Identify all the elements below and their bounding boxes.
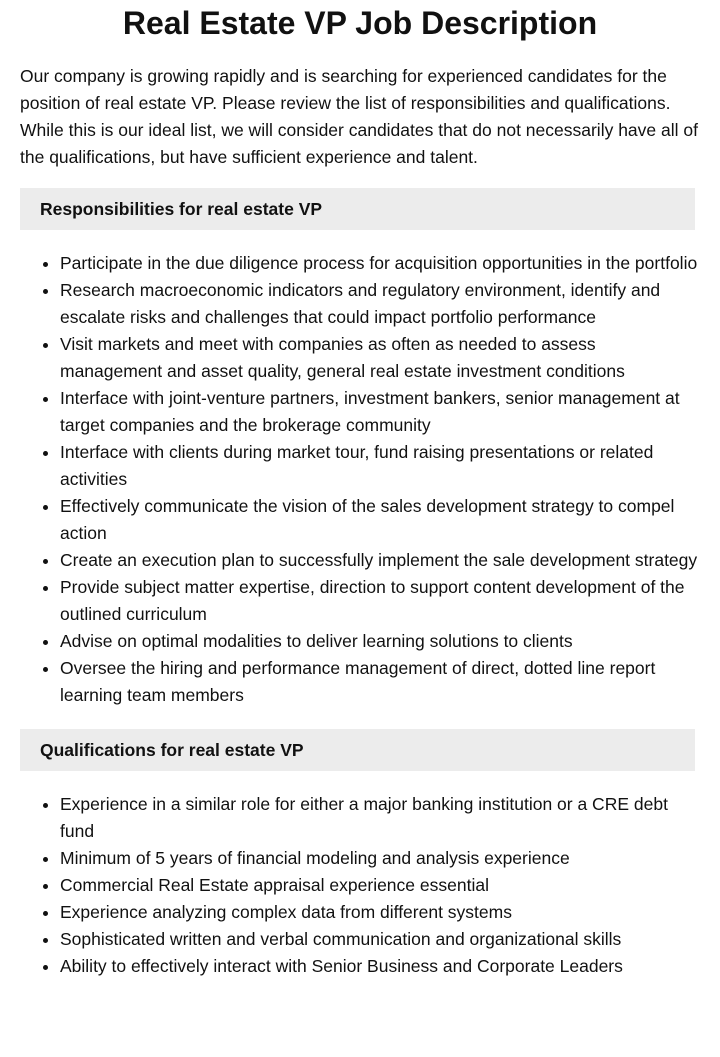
list-item: • Interface with joint-venture partners, investment bankers, senior management at target companies and the brokerage community	[60, 385, 700, 439]
qualifications-heading: Qualifications for real estate VP	[20, 729, 695, 771]
list-item: • Effectively communicate the vision of the sales development strategy to compel action	[60, 493, 700, 547]
list-item: • Oversee the hiring and performance management of direct, dotted line report learning team members	[60, 655, 700, 709]
list-item: • Research macroeconomic indicators and regulatory environment, identify and escalate risks and challenges that could impact portfolio performance	[60, 277, 700, 331]
list-item: • Ability to effectively interact with Senior Business and Corporate Leaders	[60, 953, 700, 980]
responsibilities-list	[20, 250, 700, 709]
list-item: • Participate in the due diligence process for acquisition opportunities in the portfolio	[60, 250, 700, 277]
list-item: • Experience in a similar role for either a major banking institution or a CRE debt fund	[60, 791, 700, 845]
list-item: • Visit markets and meet with companies as often as needed to assess management and asset quality, general real estate investment conditions	[60, 331, 700, 385]
list-item: • Provide subject matter expertise, direction to support content development of the outlined curriculum	[60, 574, 700, 628]
page-title: Real Estate VP Job Description	[122, 5, 598, 41]
list-item: • Minimum of 5 years of financial modeling and analysis experience	[60, 845, 700, 872]
list-item: • Sophisticated written and verbal communication and organizational skills	[60, 926, 700, 953]
list-item: • Interface with clients during market tour, fund raising presentations or related activities	[60, 439, 700, 493]
responsibilities-heading: Responsibilities for real estate VP	[20, 188, 695, 230]
qualifications-list	[20, 791, 700, 980]
list-item: • Create an execution plan to successfully implement the sale development strategy	[60, 547, 700, 574]
list-item: • Experience analyzing complex data from different systems	[60, 899, 700, 926]
list-item: • Commercial Real Estate appraisal experience essential	[60, 872, 700, 899]
list-item: • Advise on optimal modalities to deliver learning solutions to clients	[60, 628, 700, 655]
intro-paragraph: Our company is growing rapidly and is searching for experienced candidates for the position of real estate VP. Please review the list of responsibilities and qualifications. While this is our ideal list, we will consider candidates that do not necessarily have all of the qualifications, but have sufficient experience and talent.	[20, 66, 698, 167]
